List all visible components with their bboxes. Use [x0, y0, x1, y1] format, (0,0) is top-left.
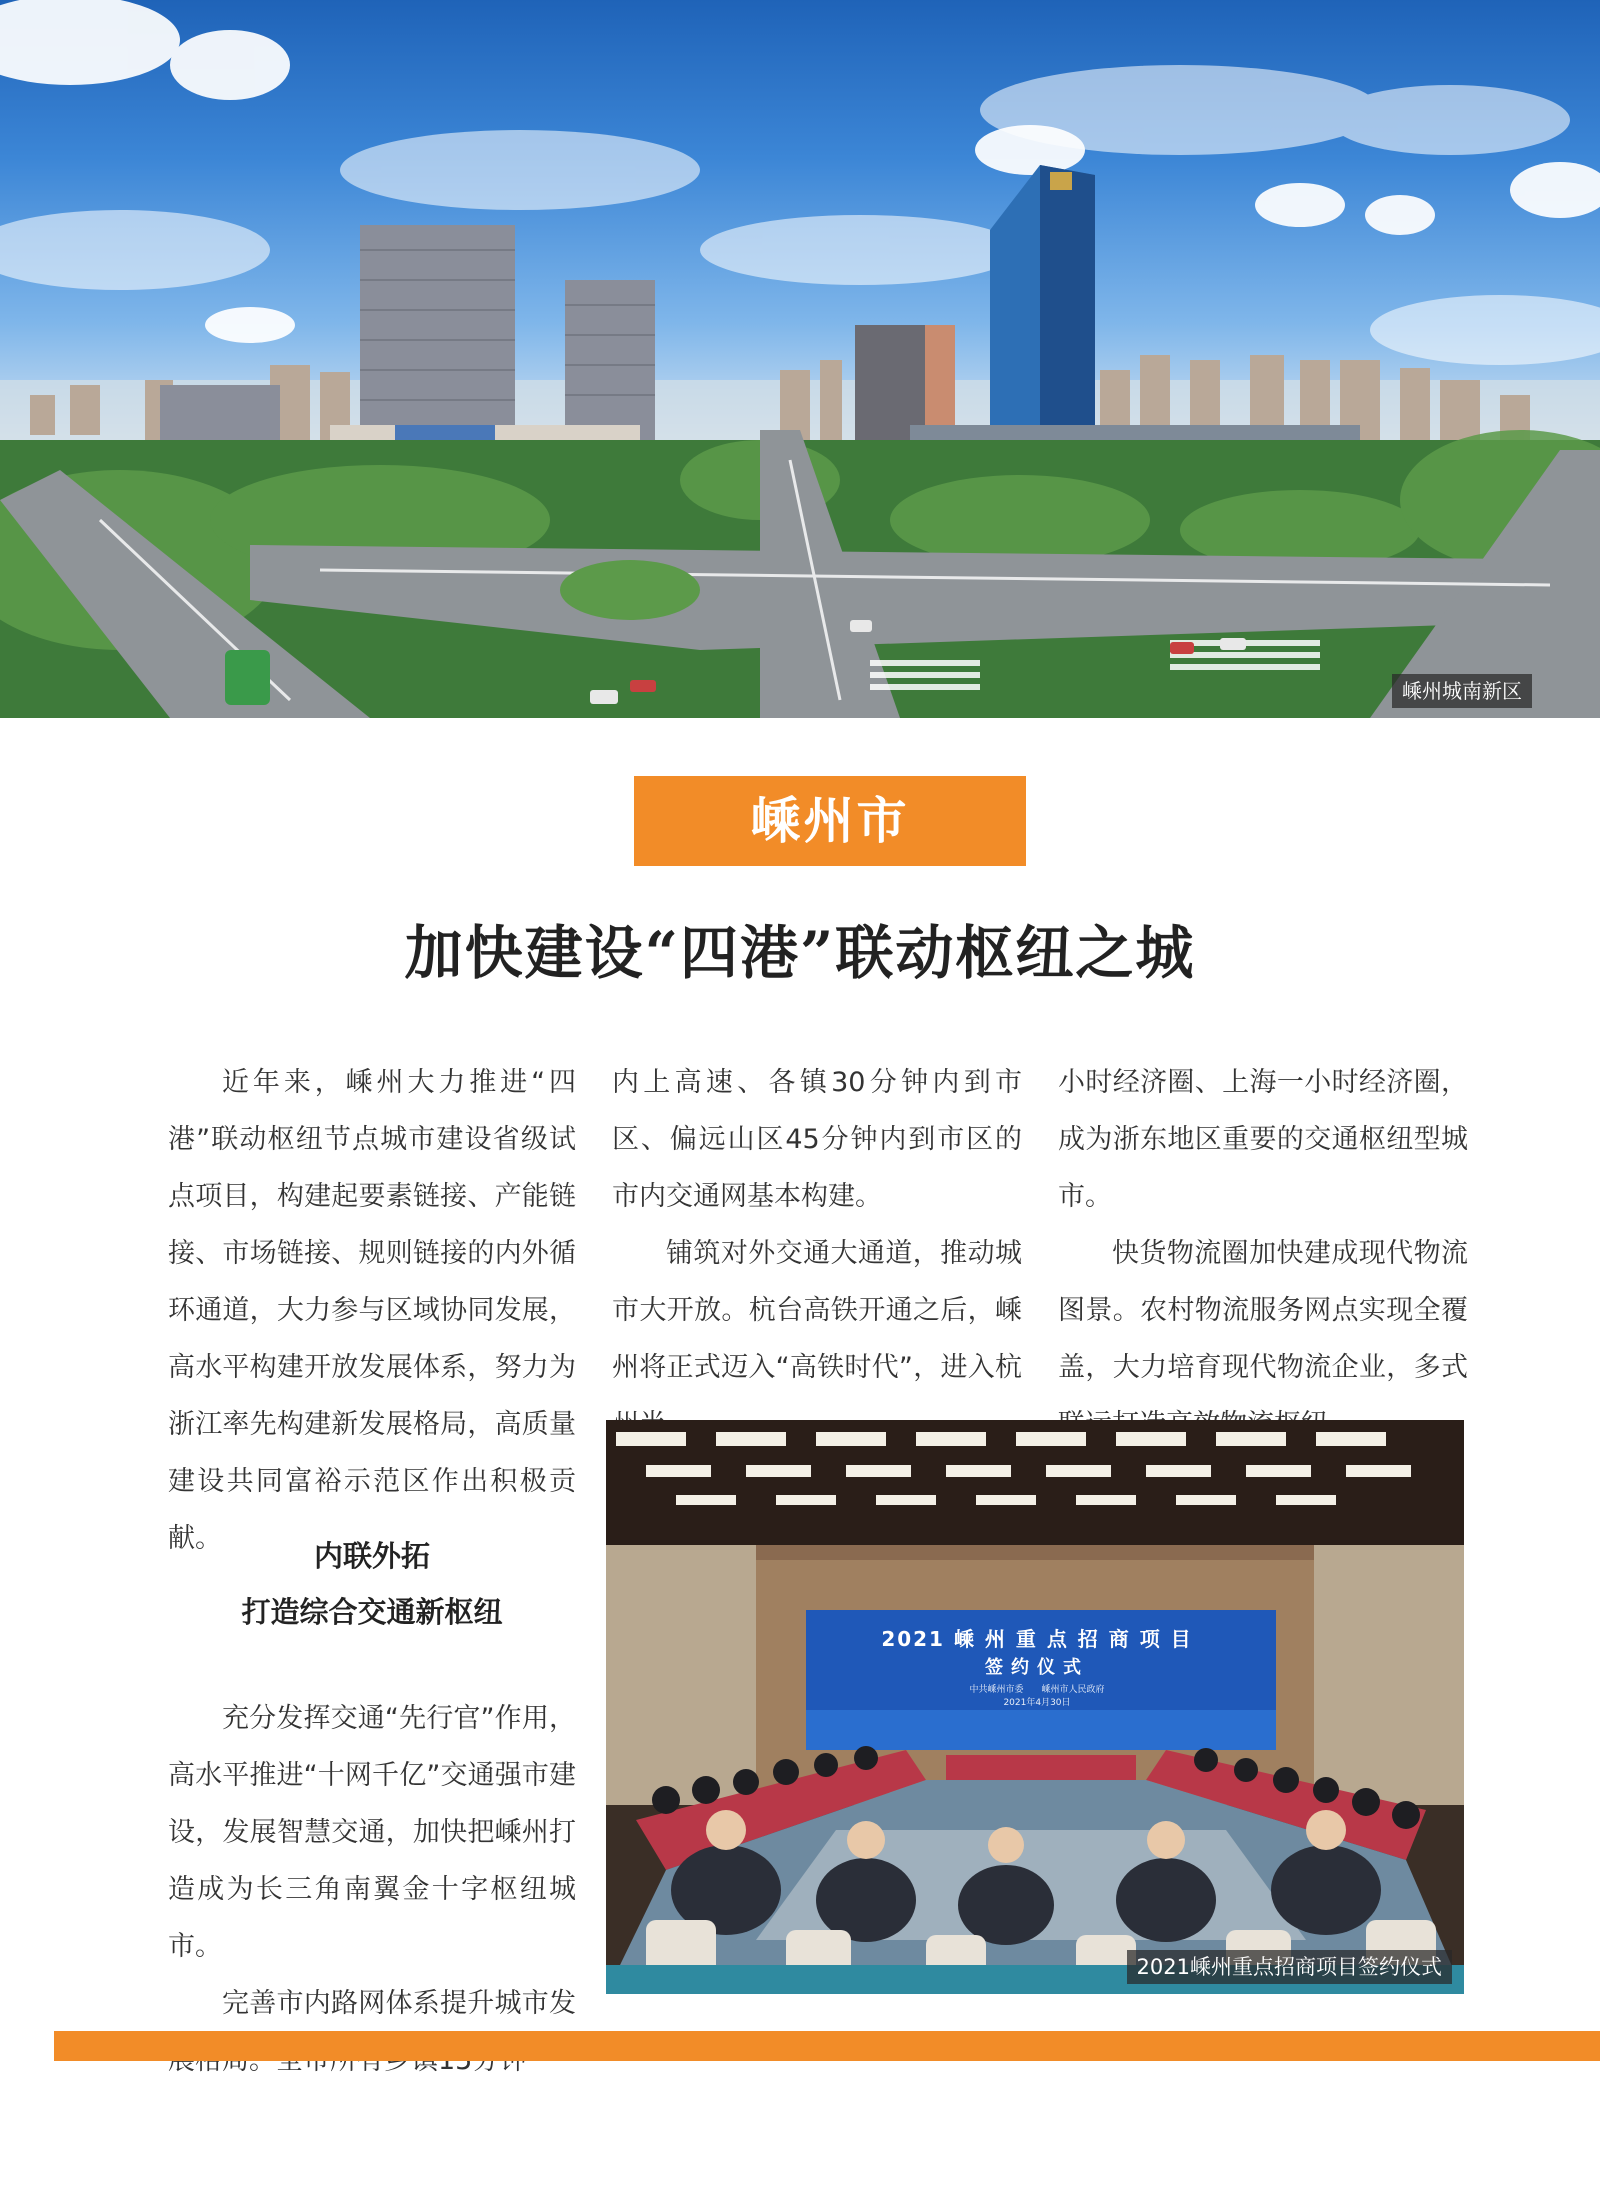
article-column-1-lower [168, 1690, 576, 2089]
screen-display [812, 1625, 1262, 1709]
screen-organizers: 中共嵊州市委 嵊州市人民政府 [969, 1685, 1105, 1695]
article-column-2 [612, 1054, 1022, 1453]
paragraph-logistics: 快货物流圈加快建成现代物流图景。农村物流服务网点实现全覆盖，大力培育现代物流企业，多式 [1058, 1238, 1468, 1383]
paragraph-road-network: 完善市内路网体系提升城市发 [222, 1988, 576, 2019]
subheading-line-2: 打造综合交通新枢纽 [241, 1595, 503, 1629]
article-headline: 加快建设“四港”联动枢纽之城 [404, 919, 1196, 987]
photo-caption: 2021嵊州重点招商项目签约仪式 [1127, 1950, 1452, 1984]
screen-title: 2021 嵊 州 重 点 招 商 项 目 [881, 1627, 1193, 1651]
paragraph-external-transport: 铺筑对外交通大通道，推动城市大开放。杭台高铁开通之后，嵊州将正式迈入“高铁时代”，进入杭 [612, 1238, 1022, 1383]
paragraph-external-transport-cont: 小时经济圈、上海一小时经济圈，成为浙东地区重要的交通枢纽型城市。 [1058, 1067, 1468, 1212]
article-column-3 [1058, 1054, 1468, 1453]
section-subheading [168, 1528, 576, 1640]
city-name-banner: 嵊州市 [634, 776, 1026, 866]
paragraph-intro: 近年来，嵊州大力推进“四港”联动枢纽节点城市建设省级试点项目，构建起要素链接、产能链接、市场链接、规则链接的内外循环通道，大力参与区域协同发展，高水平构建开放发展体系，努力为浙江率先构建新发展格局，高质量建设共同富裕示范区作出积极贡献。 [168, 1067, 576, 1554]
screen-date: 2021年4月30日 [1003, 1698, 1071, 1708]
bottom-accent-bar [54, 2031, 1600, 2061]
hero-photo [0, 0, 1600, 718]
screen-subtitle: 签约仪式 [985, 1657, 1089, 1678]
paragraph-road-network-cont: 内上高速、各镇30分钟内到市区、偏远山区45分钟内到市区的市内交通网基本构建。 [612, 1067, 1022, 1212]
article-column-1 [168, 1054, 576, 1567]
hero-caption: 嵊州城南新区 [1392, 674, 1532, 708]
signing-ceremony-photo [606, 1420, 1464, 1994]
paragraph-transport-pioneer: 充分发挥交通“先行官”作用，高水平推进“十网千亿”交通强市建设，发展智慧交通，加快把嵊州打造成为长三角南翼金十字枢纽城市。 [168, 1703, 576, 1962]
cityscape-illustration [0, 0, 1600, 718]
subheading-line-1: 内联外拓 [313, 1539, 430, 1573]
